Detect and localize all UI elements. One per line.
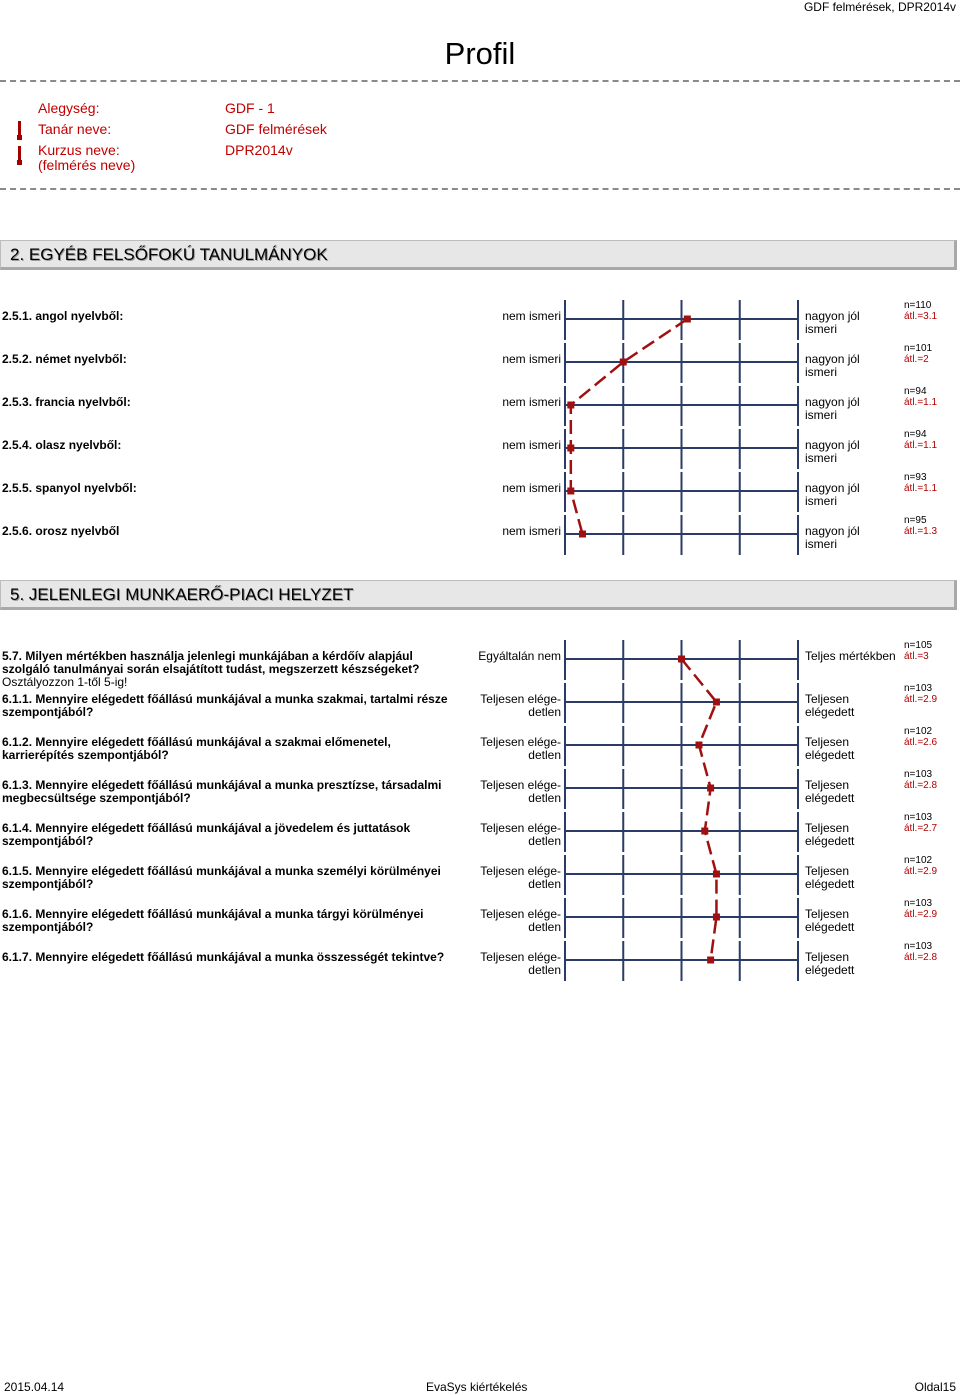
page-title: Profil <box>444 36 516 71</box>
profile-point <box>567 402 574 409</box>
profile-point <box>579 531 586 538</box>
stat-avg: átl.=2.8 <box>904 780 938 791</box>
section-title: 2. EGYÉB FELSŐFOKÚ TANULMÁNYOK <box>10 245 328 264</box>
scale-left-anchor: Teljesen elége-detlen <box>480 778 561 805</box>
info-label-unit: Alegység: <box>38 100 100 116</box>
scale-left-anchor: Teljesen elége-detlen <box>480 950 561 977</box>
footer-page: Oldal15 <box>914 1380 956 1394</box>
stat-n: n=101 <box>904 343 933 354</box>
question-label: 2.5.4. olasz nyelvből: <box>2 438 122 452</box>
stat-avg: átl.=1.3 <box>904 526 938 537</box>
question-label: 6.1.2. Mennyire elégedett főállású munkájával a szakmai előmenetel, karrierépítés szempontjából? <box>2 735 391 762</box>
stat-n: n=105 <box>904 640 933 651</box>
stat-n: n=103 <box>904 683 933 694</box>
info-label-course: Kurzus neve: <box>38 142 120 158</box>
profile-point <box>678 656 685 663</box>
profile-line <box>682 659 717 960</box>
stat-n: n=103 <box>904 769 933 780</box>
scale-right-anchor: Teljes mértékben <box>805 649 896 663</box>
question-label: 2.5.3. francia nyelvből: <box>2 395 131 409</box>
profile-point <box>707 957 714 964</box>
scale-left-anchor: nem ismeri <box>502 395 561 409</box>
info-value-course: DPR2014v <box>225 142 293 158</box>
question-label: 6.1.5. Mennyire elégedett főállású munkájával a munka személyi körülményei szempontjából? <box>2 864 441 891</box>
stat-avg: átl.=2.8 <box>904 952 938 963</box>
profile-point <box>567 488 574 495</box>
scale-left-anchor: Teljesen elége-detlen <box>480 692 561 719</box>
question-extra: Osztályozzon 1-től 5-ig! <box>2 675 128 689</box>
scale-right-anchor: Teljesen elégedett <box>805 950 855 977</box>
info-value-teacher: GDF felmérések <box>225 121 327 137</box>
info-value-unit: GDF - 1 <box>225 100 275 116</box>
question-label: 2.5.1. angol nyelvből: <box>2 309 124 323</box>
stat-n: n=103 <box>904 812 933 823</box>
section-title: 5. JELENLEGI MUNKAERŐ-PIACI HELYZET <box>10 585 354 604</box>
question-label: 2.5.6. orosz nyelvből <box>2 524 120 538</box>
profile-point <box>620 359 627 366</box>
question-label: 6.1.7. Mennyire elégedett főállású munkájával a munka összességét tekintve? <box>2 950 445 964</box>
profile-point <box>695 742 702 749</box>
stat-n: n=93 <box>904 472 927 483</box>
question-label: 6.1.4. Mennyire elégedett főállású munkájával a jövedelem és juttatások szempontjából? <box>2 821 411 848</box>
header-title: GDF felmérések, DPR2014v <box>803 0 956 14</box>
scale-left-anchor: nem ismeri <box>502 524 561 538</box>
stat-avg: átl.=2.9 <box>904 866 938 877</box>
profile-point <box>713 914 720 921</box>
stat-avg: átl.=2.6 <box>904 737 938 748</box>
scale-left-anchor: nem ismeri <box>502 481 561 495</box>
stat-avg: átl.=2.9 <box>904 909 938 920</box>
scale-right-anchor: Teljesen elégedett <box>805 821 855 848</box>
stat-avg: átl.=3.1 <box>904 311 938 322</box>
info-label-teacher: Tanár neve: <box>38 121 112 137</box>
question-label: 5.7. Milyen mértékben használja jelenlegi munkájában a kérdőív alapjául szolgáló tanulmányai során elsajátított tudást, megszerzett készségeket? <box>2 649 420 676</box>
scale-right-anchor: nagyon jól ismeri <box>805 438 860 465</box>
question-label: 6.1.1. Mennyire elégedett főállású munkájával a munka szakmai, tartalmi része szempontjából? <box>2 692 448 719</box>
scale-left-anchor: Teljesen elége-detlen <box>480 821 561 848</box>
stat-n: n=102 <box>904 726 933 737</box>
scale-right-anchor: nagyon jól ismeri <box>805 309 860 336</box>
scale-right-anchor: Teljesen elégedett <box>805 778 855 805</box>
footer-center: EvaSys kiértékelés <box>426 1380 528 1394</box>
scale-right-anchor: Teljesen elégedett <box>805 907 855 934</box>
stat-avg: átl.=3 <box>904 651 929 662</box>
scale-right-anchor: Teljesen elégedett <box>805 864 855 891</box>
stat-avg: átl.=1.1 <box>904 440 938 451</box>
stat-avg: átl.=2.7 <box>904 823 938 834</box>
scale-left-anchor: Egyáltalán nem <box>478 649 561 663</box>
question-label: 2.5.5. spanyol nyelvből: <box>2 481 137 495</box>
stat-n: n=94 <box>904 429 927 440</box>
scale-right-anchor: nagyon jól ismeri <box>805 524 860 551</box>
stat-n: n=103 <box>904 898 933 909</box>
question-label: 6.1.6. Mennyire elégedett főállású munkájával a munka tárgyi körülményei szempontjából? <box>2 907 424 934</box>
stat-n: n=102 <box>904 855 933 866</box>
stat-n: n=103 <box>904 941 933 952</box>
stat-n: n=94 <box>904 386 927 397</box>
scale-left-anchor: Teljesen elége-detlen <box>480 864 561 891</box>
question-label: 2.5.2. német nyelvből: <box>2 352 127 366</box>
profile-line <box>571 319 688 534</box>
scale-left-anchor: nem ismeri <box>502 438 561 452</box>
profile-point <box>713 871 720 878</box>
profile-point <box>567 445 574 452</box>
profile-point <box>707 785 714 792</box>
stat-n: n=95 <box>904 515 927 526</box>
scale-right-anchor: Teljesen elégedett <box>805 735 855 762</box>
info-label-course-sub: (felmérés neve) <box>38 157 136 173</box>
scale-right-anchor: nagyon jól ismeri <box>805 352 860 379</box>
stat-avg: átl.=2 <box>904 354 929 365</box>
stat-avg: átl.=2.9 <box>904 694 938 705</box>
footer-date: 2015.04.14 <box>4 1380 65 1394</box>
scale-left-anchor: nem ismeri <box>502 309 561 323</box>
profile-point <box>684 316 691 323</box>
scale-right-anchor: Teljesen elégedett <box>805 692 855 719</box>
profile-point <box>701 828 708 835</box>
scale-left-anchor: nem ismeri <box>502 352 561 366</box>
stat-avg: átl.=1.1 <box>904 483 938 494</box>
profile-point <box>713 699 720 706</box>
scale-right-anchor: nagyon jól ismeri <box>805 395 860 422</box>
scale-right-anchor: nagyon jól ismeri <box>805 481 860 508</box>
question-label: 6.1.3. Mennyire elégedett főállású munkájával a munka presztízse, társadalmi megbecsültsége szempontjából? <box>2 778 442 805</box>
stat-avg: átl.=1.1 <box>904 397 938 408</box>
stat-n: n=110 <box>904 300 932 311</box>
scale-left-anchor: Teljesen elége-detlen <box>480 735 561 762</box>
scale-left-anchor: Teljesen elége-detlen <box>480 907 561 934</box>
